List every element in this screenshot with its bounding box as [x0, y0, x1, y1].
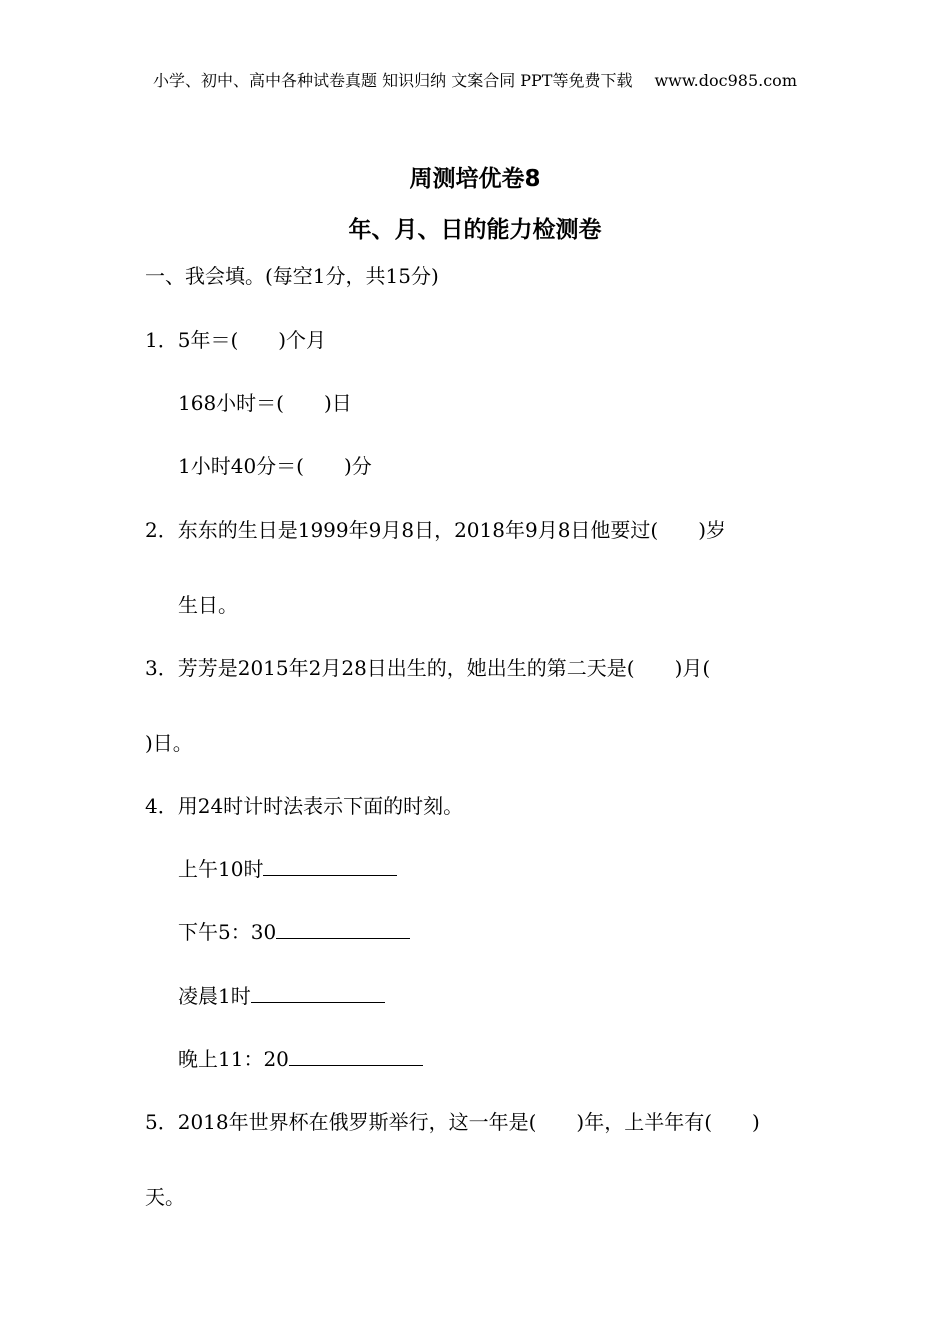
page-subtitle: 年、月、日的能力检测卷: [348, 217, 602, 243]
question-4-item: [178, 982, 385, 1010]
answer-blank[interactable]: [263, 857, 397, 876]
question-4-item-label: 上午10时: [178, 857, 264, 881]
question-4-stem: 4．用24时计时法表示下面的时刻。: [145, 794, 464, 818]
question-4-item-label: 凌晨1时: [178, 984, 251, 1008]
section-heading: 一、我会填。(每空1分，共15分): [145, 264, 439, 288]
question-5-line-1: 5．2018年世界杯在俄罗斯举行，这一年是( )年，上半年有( ): [145, 1110, 760, 1134]
question-4-item: [178, 855, 397, 883]
question-2-line-1: 2．东东的生日是1999年9月8日，2018年9月8日他要过( )岁: [145, 518, 727, 542]
question-4-item-label: 下午5：30: [178, 920, 277, 944]
question-4-item-label: 晚上11：20: [178, 1047, 289, 1071]
page-header: [0, 68, 950, 91]
header-text: 小学、初中、高中各种试卷真题 知识归纳 文案合同 PPT等免费下载: [153, 71, 633, 90]
question-4-item: [178, 1045, 423, 1073]
question-1-line-1: 1．5年＝( )个月: [145, 328, 327, 352]
question-2-line-2: 生日。: [178, 593, 238, 617]
question-4-item: [178, 918, 410, 946]
question-3-line-1: 3．芳芳是2015年2月28日出生的，她出生的第二天是( )月(: [145, 656, 711, 680]
answer-blank[interactable]: [289, 1047, 423, 1066]
question-5-line-2: 天。: [145, 1185, 185, 1209]
question-3-line-2: )日。: [145, 731, 193, 755]
answer-blank[interactable]: [251, 984, 385, 1003]
header-url[interactable]: www.doc985.com: [654, 71, 797, 90]
page-title: 周测培优卷8: [409, 166, 541, 192]
question-1-line-3: 1小时40分＝( )分: [178, 454, 372, 478]
question-1-line-2: 168小时＝( )日: [178, 391, 352, 415]
answer-blank[interactable]: [276, 920, 410, 939]
